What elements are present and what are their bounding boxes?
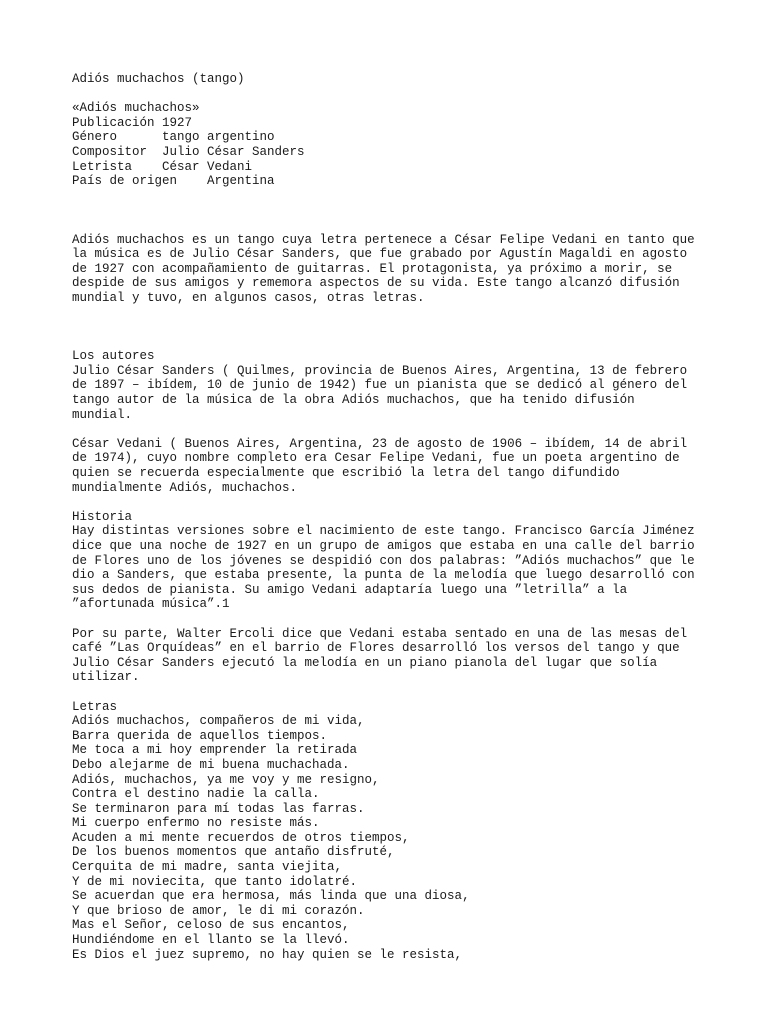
spacer [72, 612, 712, 627]
infobox-value: Julio César Sanders [162, 144, 305, 159]
text-line: ”afortunada música”.1 [72, 597, 230, 612]
lyric-line: Y que brioso de amor, le di mi corazón. [72, 903, 365, 918]
lyric-line: Me toca a mi hoy emprender la retirada [72, 743, 358, 758]
lyric-line: Se terminaron para mí todas las farras. [72, 801, 365, 816]
text-line: mundialmente Adiós, muchachos. [72, 480, 298, 495]
lyric-line: Se acuerdan que era hermosa, más linda que una diosa, [72, 889, 470, 904]
historia-paragraph-1 [72, 524, 712, 612]
infobox-value: 1927 [162, 115, 193, 130]
text-line: de 1974), cuyo nombre completo era Cesar Felipe Vedani, fue un poeta argentino de [72, 451, 680, 466]
infobox-rows [72, 116, 712, 189]
lyric-line: Cerquita de mi madre, santa viejita, [72, 860, 343, 875]
document-title: Adiós muchachos (tango) [72, 72, 245, 86]
text-line: mundial y tuvo, en algunos casos, otras letras. [72, 290, 425, 305]
lyric-line: Es Dios el juez supremo, no hay quien se le resista, [72, 947, 463, 962]
infobox-value: Argentina [207, 174, 275, 189]
lyric-line: Adiós muchachos, compañeros de mi vida, [72, 714, 365, 729]
spacer [72, 335, 712, 350]
text-line: café ”Las Orquídeas” en el barrio de Flores desarrolló los versos del tango y que [72, 641, 680, 656]
text-line: Adiós muchachos es un tango cuya letra pertenece a César Felipe Vedani en tanto que [72, 232, 695, 247]
lyric-line: Contra el destino nadie la calla. [72, 787, 320, 802]
spacer [72, 306, 712, 335]
infobox-row [72, 160, 712, 175]
text-line: César Vedani ( Buenos Aires, Argentina, 23 de agosto de 1906 – ibídem, 14 de abril [72, 436, 688, 451]
text-line: Hay distintas versiones sobre el nacimiento de este tango. Francisco García Jiménez [72, 524, 695, 539]
infobox-row [72, 116, 712, 131]
lyric-line: Mi cuerpo enfermo no resiste más. [72, 816, 320, 831]
autores-paragraph-2 [72, 437, 712, 495]
infobox-key: Letrista [72, 159, 163, 174]
infobox [72, 101, 712, 189]
lyric-line: Hundiéndome en el llanto se la llevó. [72, 933, 350, 948]
infobox-key: País de origen [72, 174, 208, 189]
autores-paragraph-1 [72, 364, 712, 422]
infobox-value: tango argentino [162, 130, 275, 145]
text-line: de 1927 con acompañamiento de guitarras. El protagonista, ya próximo a morir, se [72, 261, 673, 276]
section-heading-autores: Los autores [72, 349, 155, 364]
text-line: despide de sus amigos y rememora aspectos de su vida. Este tango alcanzó difusión [72, 276, 680, 291]
section-heading-letras: Letras [72, 699, 118, 714]
lyric-line: Barra querida de aquellos tiempos. [72, 728, 328, 743]
infobox-row [72, 145, 712, 160]
section-heading-historia: Historia [72, 509, 133, 524]
infobox-value: César Vedani [162, 159, 253, 174]
text-line: dice que una noche de 1927 en un grupo de amigos que estaba en una calle del barrio [72, 539, 695, 553]
text-line: dio a Sanders, que estaba presente, la punta de la melodía que luego desarrolló con [72, 568, 695, 583]
lyric-line: Mas el Señor, celoso de sus encantos, [72, 918, 350, 933]
lyrics-block [72, 714, 712, 962]
spacer [72, 87, 712, 102]
lyric-line: Debo alejarme de mi buena muchachada. [72, 757, 350, 772]
text-line: Por su parte, Walter Ercoli dice que Vedani estaba sentado en una de las mesas del [72, 626, 688, 641]
lyric-line: Adiós, muchachos, ya me voy y me resigno, [72, 772, 380, 787]
text-line: sus dedos de pianista. Su amigo Vedani adaptaría luego una ”letrilla” a la [72, 582, 628, 597]
text-line: utilizar. [72, 670, 140, 685]
infobox-row [72, 130, 712, 145]
intro-paragraph [72, 233, 712, 306]
spacer [72, 189, 712, 218]
lyric-line: De los buenos momentos que antaño disfruté, [72, 845, 395, 860]
lyric-line: Acuden a mi mente recuerdos de otros tiempos, [72, 830, 410, 845]
text-line: Julio César Sanders ( Quilmes, provincia de Buenos Aires, Argentina, 13 de febrero [72, 363, 688, 378]
spacer [72, 685, 712, 700]
text-line: Julio César Sanders ejecutó la melodía en un piano pianola del lugar que solía [72, 655, 658, 670]
lyric-line: Y de mi noviecita, que tanto idolatré. [72, 874, 358, 889]
text-line: de 1897 – ibídem, 10 de junio de 1942) fue un pianista que se dedicó al género del [72, 378, 688, 393]
text-line: tango autor de la música de la obra Adiós muchachos, que ha tenido difusión [72, 393, 635, 408]
spacer [72, 422, 712, 437]
text-line: quien se recuerda especialmente que escribió la letra del tango difundido [72, 466, 620, 481]
infobox-key: Género [72, 130, 163, 145]
spacer [72, 218, 712, 233]
historia-paragraph-2 [72, 627, 712, 685]
document-page [72, 72, 712, 962]
infobox-key: Publicación [72, 115, 163, 130]
infobox-key: Compositor [72, 144, 163, 159]
text-line: mundial. [72, 407, 133, 422]
infobox-row [72, 174, 712, 189]
text-line: de Flores uno de los jóvenes se despidió con dos palabras: ”Adiós muchachos” que le [72, 553, 695, 568]
text-line: la música es de Julio César Sanders, que fue grabado por Agustín Magaldi en agosto [72, 247, 688, 262]
spacer [72, 495, 712, 510]
infobox-name: «Adiós muchachos» [72, 101, 200, 116]
